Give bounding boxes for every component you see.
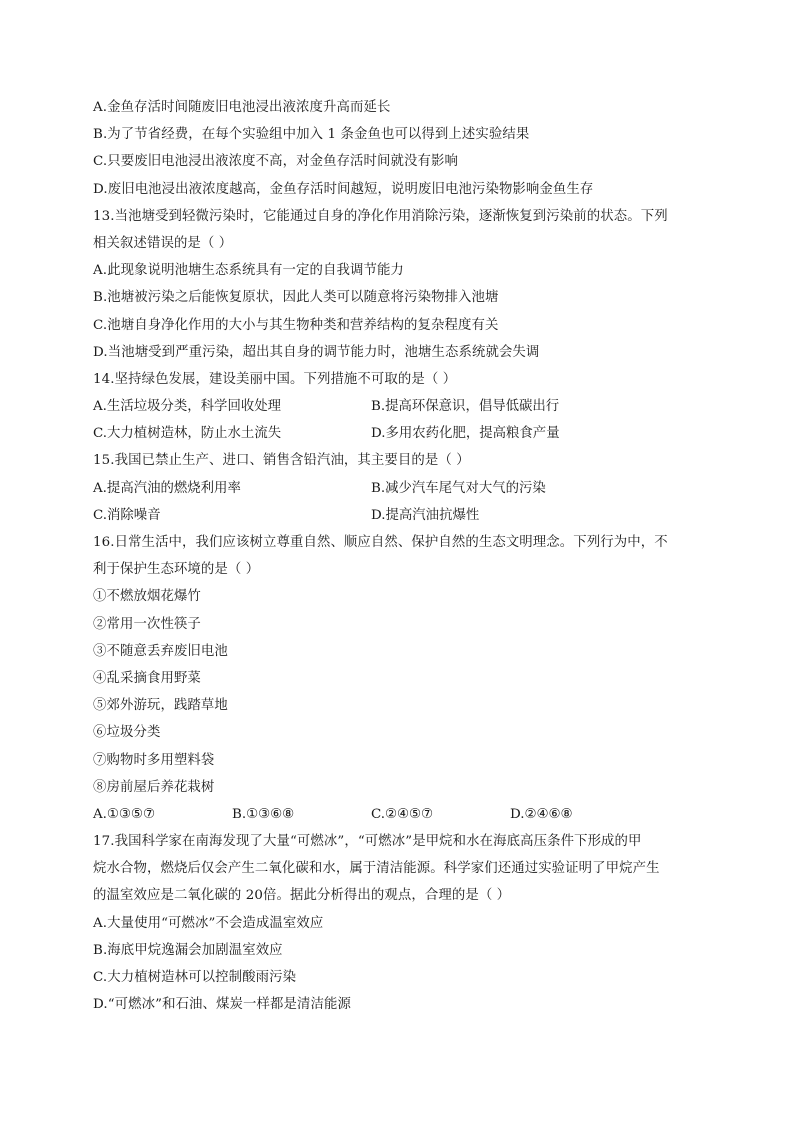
option-c: C.②④⑤⑦ xyxy=(371,806,434,822)
list-item: ③不随意丢弃废旧电池 xyxy=(93,643,228,659)
options-row xyxy=(93,502,705,529)
option-b: B.①③⑥⑧ xyxy=(232,806,295,822)
question-15 xyxy=(93,447,705,529)
options-row xyxy=(93,420,705,447)
option-a: A.①③⑤⑦ xyxy=(93,806,155,822)
worksheet-page xyxy=(93,94,705,1018)
option-a: A.生活垃圾分类，科学回收处理 xyxy=(93,399,282,415)
option-b: B.海底甲烷逸漏会加剧温室效应 xyxy=(93,942,283,958)
option-c: C.只要废旧电池浸出液浓度不高，对金鱼存活时间就没有影响 xyxy=(93,154,458,170)
option-b: B.池塘被污染之后能恢复原状，因此人类可以随意将污染物排入池塘 xyxy=(93,290,499,306)
list-item: ⑦购物时多用塑料袋 xyxy=(93,752,215,768)
option-a: A.此现象说明池塘生态系统具有一定的自我调节能力 xyxy=(93,263,404,279)
question-stem-cont: 烷水合物，燃烧后仅会产生二氧化碳和水，属于清洁能源。科学家们还通过实验证明了甲烷产生 xyxy=(93,861,660,877)
option-a: A.大量使用“可燃冰”不会造成温室效应 xyxy=(93,915,324,931)
option-c: C.大力植树造林可以控制酸雨污染 xyxy=(93,970,297,985)
list-item: ①不燃放烟花爆竹 xyxy=(93,589,201,605)
option-d: D.“可燃冰”和石油、煤炭一样都是清洁能源 xyxy=(93,997,351,1013)
list-item: ⑤郊外游玩，践踏草地 xyxy=(93,698,228,714)
options-row xyxy=(93,393,705,420)
option-a: A.金鱼存活时间随废旧电池浸出液浓度升高而延长 xyxy=(93,100,391,115)
option-d: D.多用农药化肥，提高粮食产量 xyxy=(371,426,560,442)
option-d: D.当池塘受到严重污染，超出其自身的调节能力时，池塘生态系统就会失调 xyxy=(93,344,540,360)
option-a: A.提高汽油的燃烧利用率 xyxy=(93,480,241,496)
list-item: ②常用一次性筷子 xyxy=(93,616,201,632)
question-stem: 14.坚持绿色发展，建设美丽中国。下列措施不可取的是（ ） xyxy=(93,371,457,387)
option-d: D.废旧电池浸出液浓度越高，金鱼存活时间越短，说明废旧电池污染物影响金鱼生存 xyxy=(93,181,594,197)
question-stem: 15.我国已禁止生产、进口、销售含铅汽油，其主要目的是（ ） xyxy=(93,453,470,469)
option-c: C.大力植树造林，防止水土流失 xyxy=(93,426,282,442)
question-stem-cont: 的温室效应是二氧化碳的 20倍。据此分析得出的观点，合理的是（ ） xyxy=(93,888,511,904)
question-12-options xyxy=(93,94,705,203)
option-b: B.提高环保意识，倡导低碳出行 xyxy=(371,399,560,415)
question-14 xyxy=(93,366,705,448)
question-17 xyxy=(93,828,705,1018)
list-item: ⑥垃圾分类 xyxy=(93,725,161,741)
option-c: C.消除噪音 xyxy=(93,507,161,523)
list-item: ⑧房前屋后养花栽树 xyxy=(93,779,215,795)
option-c: C.池塘自身净化作用的大小与其生物种类和营养结构的复杂程度有关 xyxy=(93,317,499,333)
question-13 xyxy=(93,203,705,366)
question-16 xyxy=(93,529,705,828)
question-stem: 13.当池塘受到轻微污染时，它能通过自身的净化作用消除污染，逐渐恢复到污染前的状态。下列 xyxy=(93,208,668,224)
option-d: D.提高汽油抗爆性 xyxy=(371,507,480,523)
question-stem-cont: 相关叙述错误的是（ ） xyxy=(93,235,233,251)
options-row xyxy=(93,801,705,828)
question-stem: 16.日常生活中，我们应该树立尊重自然、顺应自然、保护自然的生态文明理念。下列行为中，不 xyxy=(93,535,668,550)
question-stem-cont: 利于保护生态环境的是（ ） xyxy=(93,562,260,578)
option-b: B.为了节省经费，在每个实验组中加入 1 条金鱼也可以得到上述实验结果 xyxy=(93,127,530,143)
option-b: B.减少汽车尾气对大气的污染 xyxy=(371,480,546,496)
list-item: ④乱采摘食用野菜 xyxy=(93,670,201,686)
option-d: D.②④⑥⑧ xyxy=(510,806,573,822)
question-stem: 17.我国科学家在南海发现了大量“可燃冰”，“可燃冰”是甲烷和水在海底高压条件下形成的甲 xyxy=(93,834,642,850)
options-row xyxy=(93,475,705,502)
